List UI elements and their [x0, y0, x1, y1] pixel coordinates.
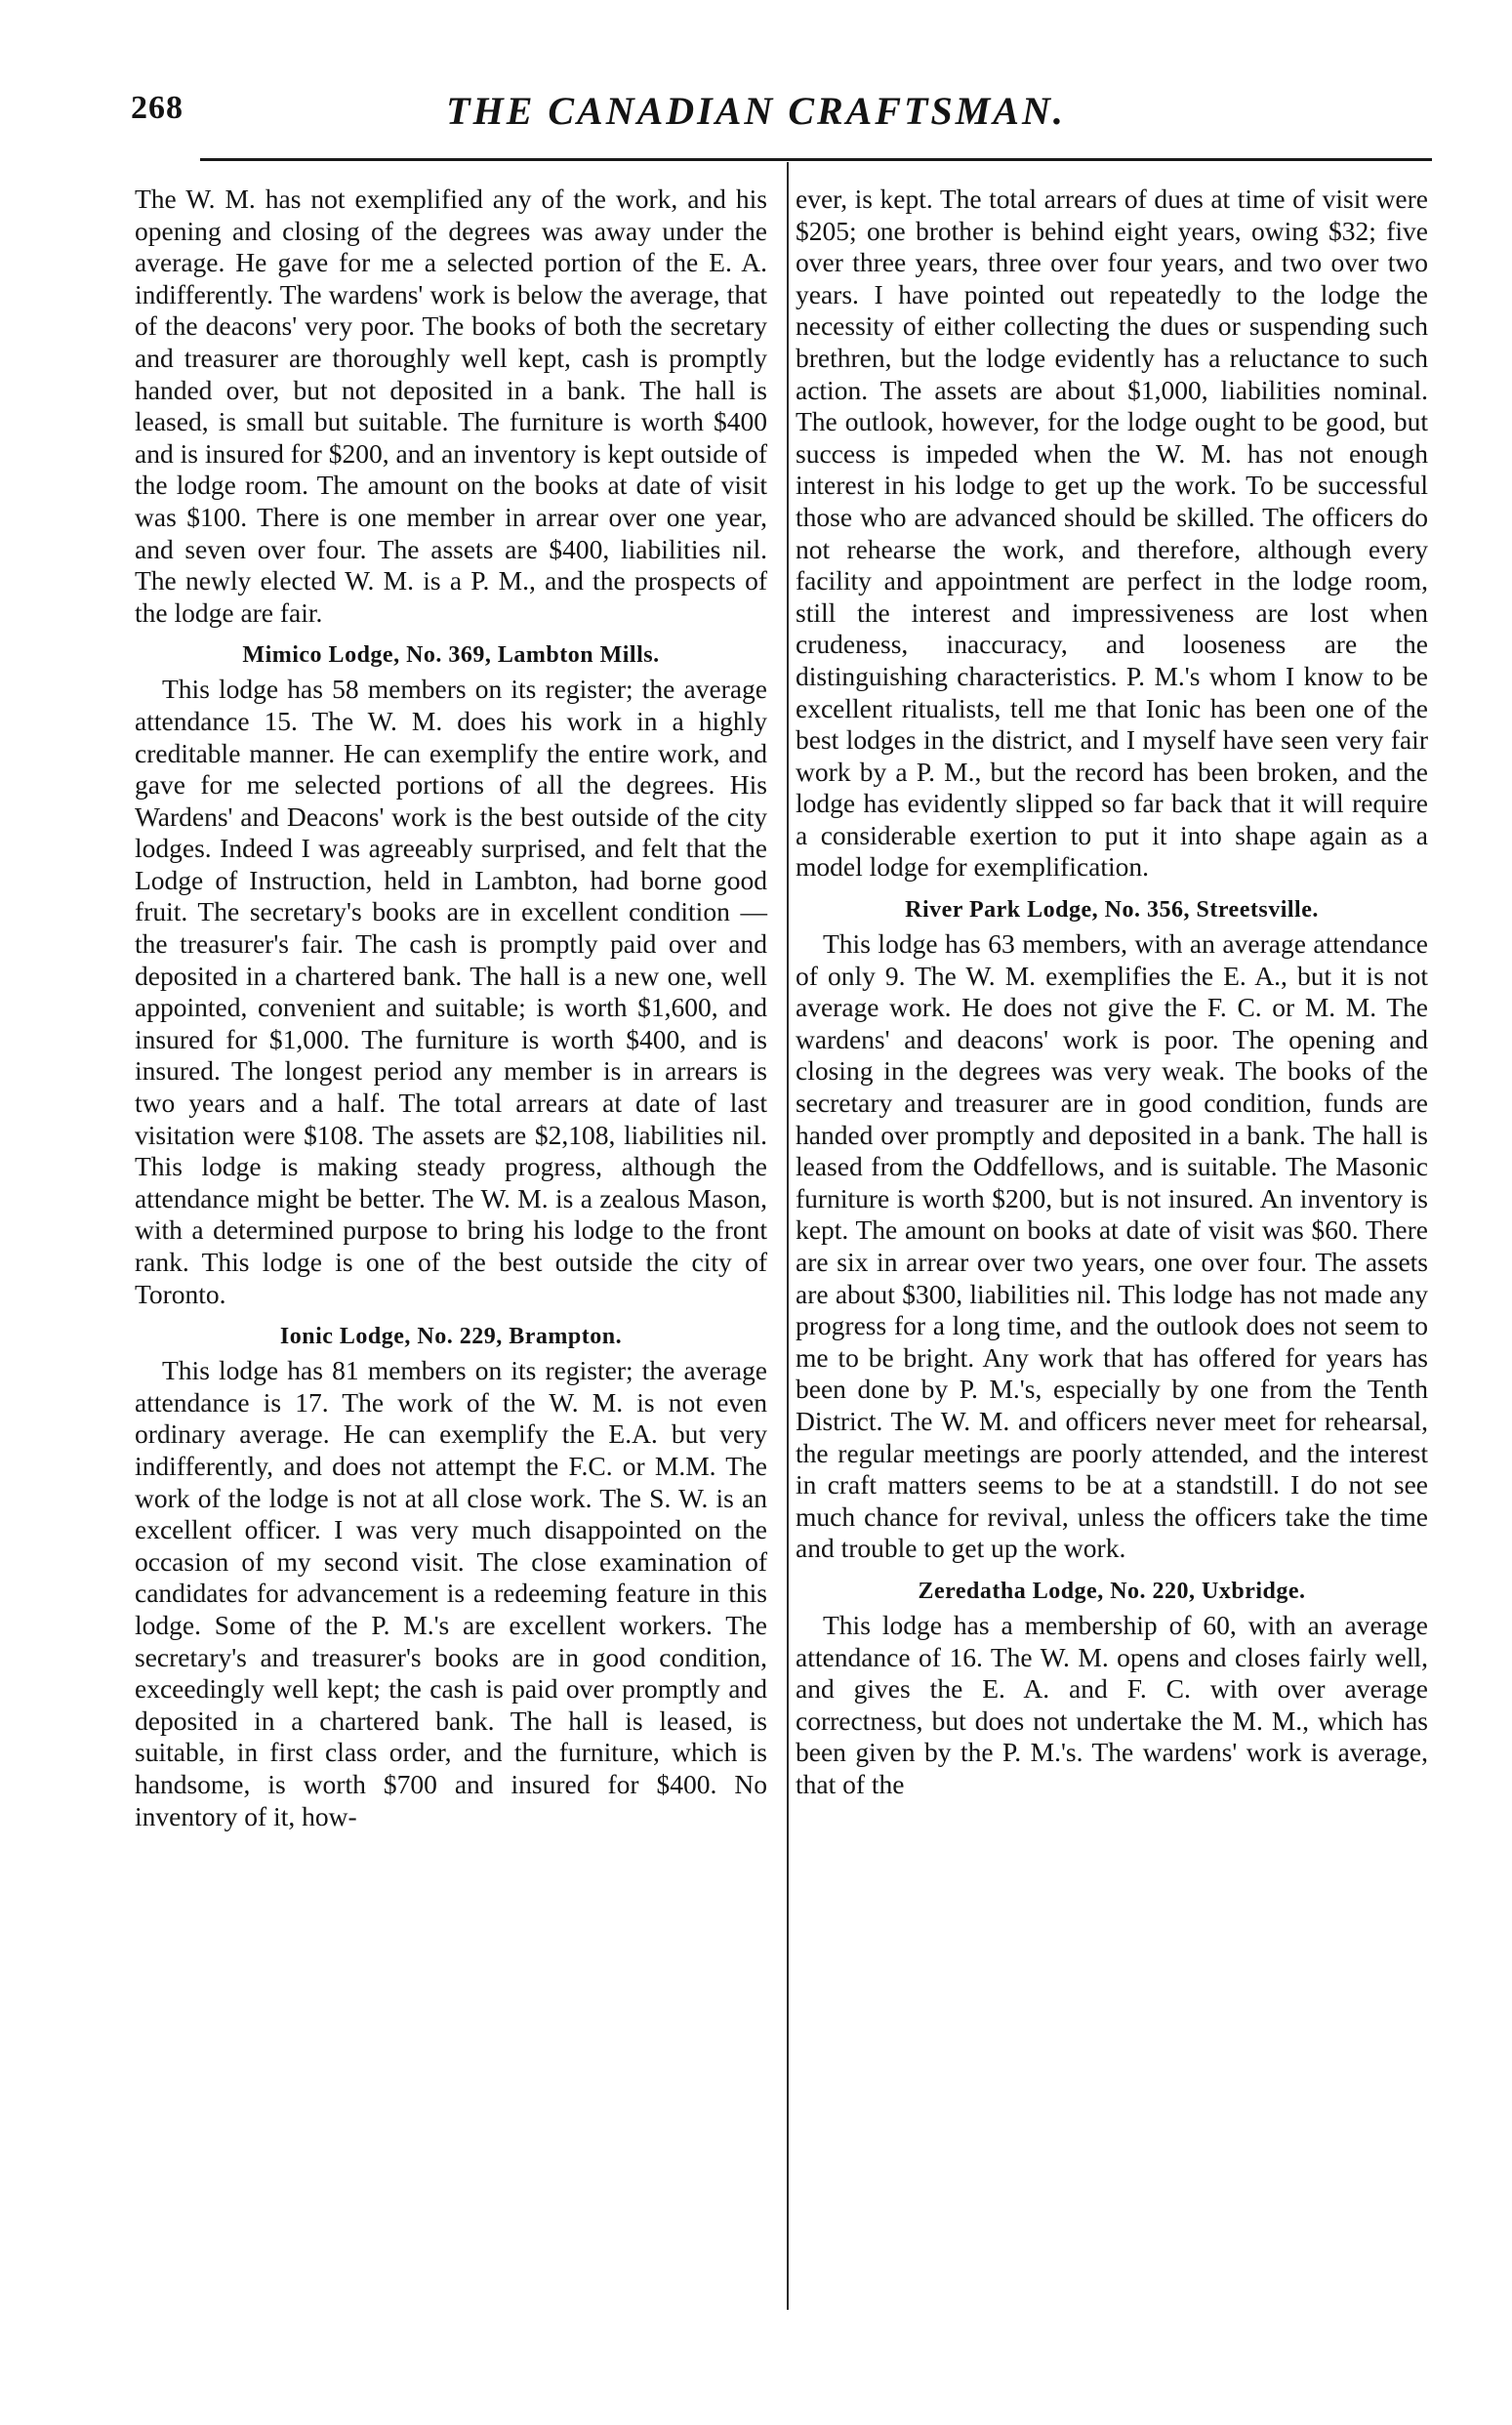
- article-paragraph: ever, is kept. The total arrears of dues at time of visit were $205; one brother is behind eight years, owing $32; five over three years, three over four years, and two over two years. I have pointed out repeatedly to the lodge the necessity of either collecting the dues or suspending such brethren, but the lodge evidently has a reluctance to such action. The assets are about $1,000, liabilities nominal. The outlook, however, for the lodge ought to be good, but success is impeded when the W. M. has not enough interest in his lodge to get up the work. To be successful those who are advanced should be skilled. The officers do not rehearse the work, and therefore, although every facility and appointment are perfect in the lodge room, still the interest and impressiveness are lost when crudeness, inaccuracy, and looseness are the distinguishing characteristics. P. M.'s whom I know to be excellent ritualists, tell me that Ionic has been one of the best lodges in the district, and I myself have seen very fair work by a P. M., but the record has been broken, and the lodge has evidently slipped so far back that it will require a considerable exertion to put it into shape again as a model lodge for exemplification.: [796, 184, 1428, 883]
- article-paragraph: This lodge has 63 members, with an average attendance of only 9. The W. M. exemplifies the E. A., but it is not average work. He does not give the F. C. or M. M. The wardens' and deacons' work is poor. The opening and closing in the degrees was very weak. The books of the secretary and treasurer are in good condition, funds are handed over promptly and deposited in a bank. The hall is leased from the Oddfellows, and is suitable. The Masonic furniture is worth $200, but is not insured. An inventory is kept. The amount on books at date of visit was $60. There are six in arrear over two years, one over four. The assets are about $300, liabilities nil. This lodge has not made any progress for a long time, and the outlook does not seem to me to be bright. Any work that has offered for years has been done by P. M.'s, especially by one from the Tenth District. The W. M. and officers never meet for rehearsal, the regular meetings are poorly attended, and the interest in craft matters seems to be at a standstill. I do not see much chance for revival, unless the officers take the time and trouble to get up the work.: [796, 928, 1428, 1564]
- page-header: [80, 70, 1432, 148]
- article-paragraph: This lodge has 58 members on its register; the average attendance 15. The W. M. does his work in a highly creditable manner. He can exemplify the entire work, and gave for me selected portions of all the degrees. His Wardens' and Deacons' work is the best outside of the city lodges. Indeed I was agreeably surprised, and felt that the Lodge of Instruction, held in Lambton, had borne good fruit. The secretary's books are in excellent condition —the treasurer's fair. The cash is promptly paid over and deposited in a chartered bank. The hall is a new one, well appointed, convenient and suitable; is worth $1,600, and insured for $1,000. The furniture is worth $400, and is insured. The longest period any member is in arrears is two years and a half. The total arrears at date of last visitation were $108. The assets are $2,108, liabilities nil. This lodge is making steady progress, although the attendance might be better. The W. M. is a zealous Mason, with a determined purpose to bring his lodge to the front rank. This lodge is one of the best outside the city of Toronto.: [135, 674, 767, 1309]
- column-divider: [787, 162, 789, 2310]
- lodge-heading: Mimico Lodge, No. 369, Lambton Mills.: [242, 642, 660, 669]
- article-paragraph: This lodge has 81 members on its register; the average attendance is 17. The work of the W. M. is not even ordinary average. He can exemplify the E.A. but very indifferently, and does not attempt the F.C. or M.M. The work of the lodge is not at all close work. The S. W. is an excellent officer. I was very much disappointed on the occasion of my second visit. The close examination of candidates for advancement is a redeeming feature in this lodge. Some of the P. M.'s are excellent workers. The secretary's and treasurer's books are in good condition, exceedingly well kept; the cash is paid over promptly and deposited in a chartered bank. The hall is leased, is suitable, in first class order, and the furniture, which is handsome, is worth $700 and insured for $400. No inventory of it, how-: [135, 1355, 767, 1831]
- lodge-heading: Zeredatha Lodge, No. 220, Uxbridge.: [918, 1578, 1306, 1604]
- lodge-heading: River Park Lodge, No. 356, Streetsville.: [905, 897, 1319, 924]
- running-title: THE CANADIAN CRAFTSMAN.: [446, 89, 1066, 133]
- article-paragraph: This lodge has a membership of 60, with an average attendance of 16. The W. M. opens and closes fairly well, and gives the E. A. and F. C. with over average correctness, but does not undertake the M. M., which has been given by the P. M.'s. The wardens' work is average, that of the: [796, 1609, 1428, 1799]
- left-column: [135, 184, 767, 1832]
- lodge-heading: Ionic Lodge, No. 229, Brampton.: [279, 1324, 623, 1350]
- right-column: [796, 184, 1428, 1801]
- header-rule: [200, 158, 1432, 161]
- page-number: 268: [131, 90, 184, 126]
- article-paragraph: The W. M. has not exemplified any of the work, and his opening and closing of the degrees was away under the average. He gave for me a selected portion of the E. A. indifferently. The wardens' work is below the average, that of the deacons' very poor. The books of both the secretary and treasurer are thoroughly well kept, cash is promptly handed over, but not deposited in a bank. The hall is leased, is small but suitable. The furniture is worth $400 and is insured for $200, and an inventory is kept outside of the lodge room. The amount on the books at date of visit was $100. There is one member in arrear over one year, and seven over four. The assets are $400, liabilities nil. The newly elected W. M. is a P. M., and the prospects of the lodge are fair.: [135, 184, 767, 628]
